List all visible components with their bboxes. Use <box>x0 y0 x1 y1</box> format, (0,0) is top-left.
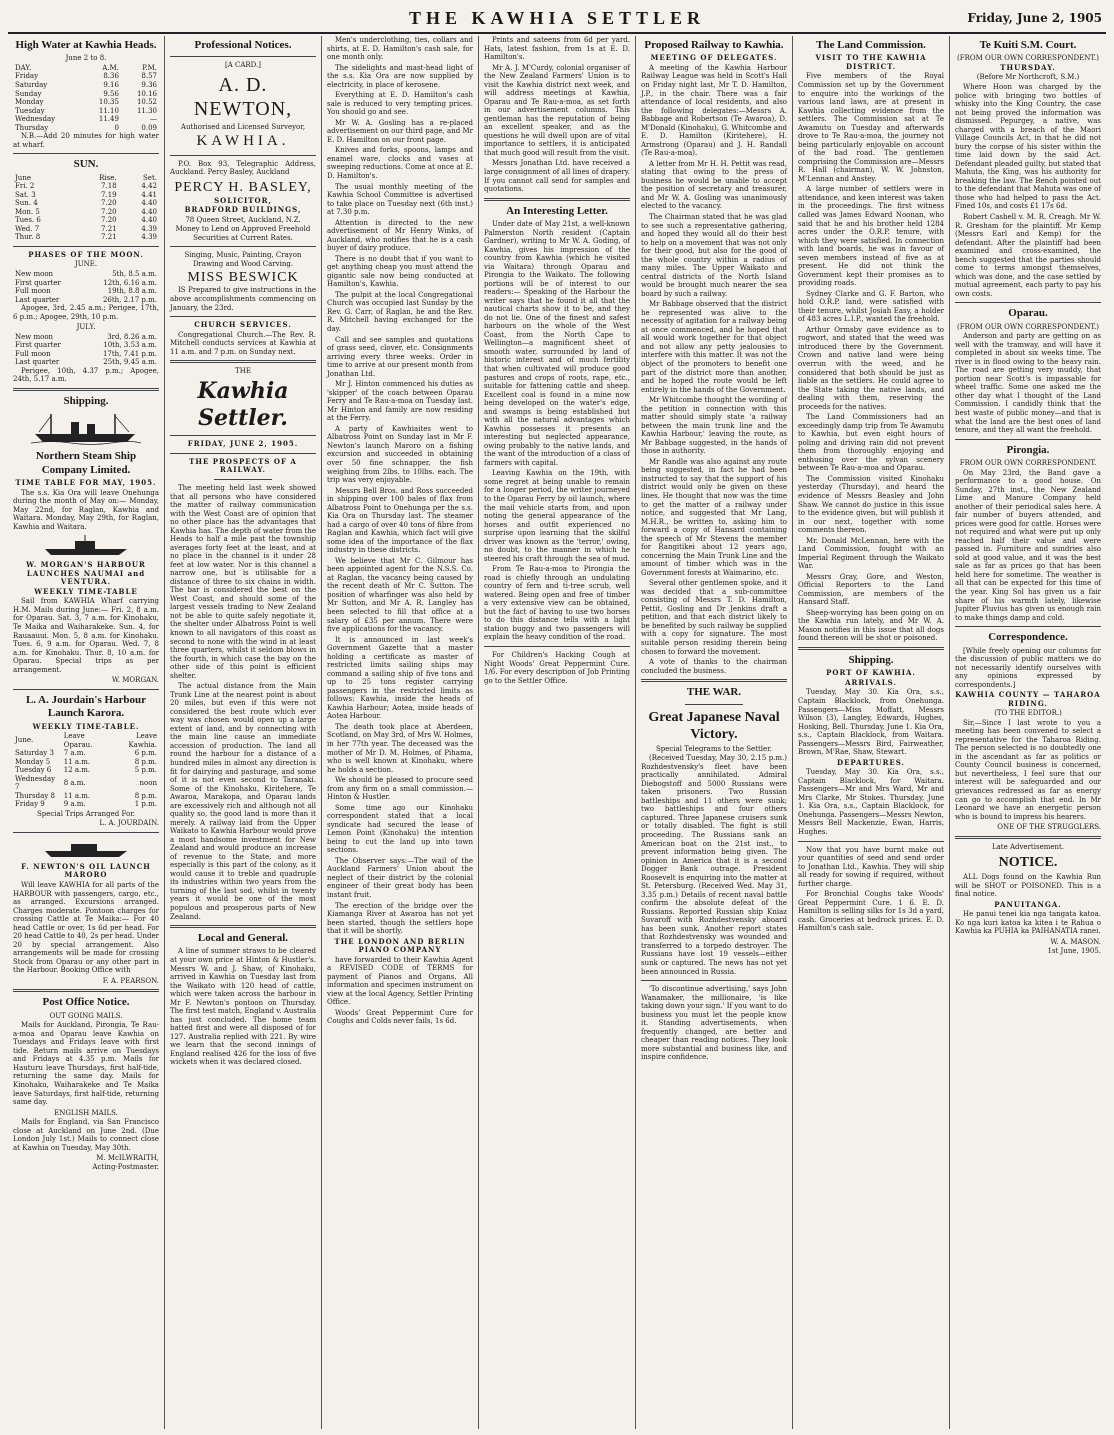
news-item: Prints and sateens from 6d per yard. Hats, latest fashion, from 1s at E. D. Hamilton's. <box>484 36 630 62</box>
tide-row <box>13 124 159 133</box>
moon-row <box>13 287 159 296</box>
news-item: Mr J. Hinton commenced his duties as 'skipper' of the coach between Oparau Ferry and Te Rau-a-moa on Tuesday last. Mr Hinton and family are now residing at the Ferry. <box>327 380 473 423</box>
court-title: Te Kuiti S.M. Court. <box>979 39 1077 51</box>
tide-cell: 0 <box>114 123 119 132</box>
railway-subtitle: MEETING OF DELEGATES. <box>650 53 778 63</box>
tide-title: High Water at Kawhia Heads. <box>15 39 157 51</box>
jourdain-cell: Friday 9 <box>15 800 45 809</box>
surveyor-name: A. D. NEWTON, <box>193 73 293 121</box>
moon-row <box>13 296 159 305</box>
land-paragraph: Five members of the Royal Commission set up by the Government to enquire into the workings of the various land laws, are at present in Kawhia collecting evidence from the settlers. The Commission sat at Te Awamutu on Tuesday and afterwards drove to Te Rau-a-moa, the journey not being particularly enjoyable on account of the bad road. The gentlemen comprising the Commission are—Messrs R. Hall (chairman), W. W. Johnston, M'Lennan and Anstey. <box>798 72 944 183</box>
moon-cell: New moon <box>15 332 54 341</box>
moon-june-table <box>13 270 159 304</box>
jourdain-cell: 7 a.m. <box>63 749 86 758</box>
pirongia-correspondent: FROM OUR OWN CORRESPONDENT. <box>959 459 1097 467</box>
news-item: The Observer says:—The wail of the Auckland Farmers' Union about the neglect of their district by the colonial engineer of their great body has been instant fruit. <box>327 856 473 899</box>
tide-header-row <box>13 64 159 73</box>
news-item: Attention is directed to the new advertisement of Mr Henry Winks, of Auckland, who notifies that he is a cash buyer of dairy produce. <box>327 218 473 253</box>
jourdain-subtitle: WEEKLY TIME-TABLE. <box>32 721 140 731</box>
solicitor-pre: P.O. Box 93, Telegraphic Address, Auckland. Percy Basley, Auckland <box>170 159 316 177</box>
tide-cell: Sunday <box>15 89 42 98</box>
railway-paragraph: Mr Babbage observed that the district he represented was alive to the necessity of agitation for a railway being at once commenced, and he hoped that all would work together for that object and not allow any petty jealousies to interfere with this matter. It was not the object of the promoters to benefit one part of the district more than another, and he hoped the route would be left entirely in the hands of the Government. <box>641 300 787 394</box>
sun-cell: 7.20 <box>101 216 117 225</box>
column-2 <box>165 36 322 1429</box>
jourdain-cell: Tuesday 6 <box>15 766 52 775</box>
tide-cell: 11.30 <box>136 106 157 115</box>
moon-cell: 12th, 6.16 a.m. <box>103 278 157 287</box>
railway-paragraph: Mr Whitcombe thought the wording of the petition in connection with this matter should simply state 'a railway between the main trunk line and the Kawhia Harbour,' leaving the route, as Mr Babbage suggested, in the hands of those in authority. <box>641 396 787 456</box>
moon-row <box>13 350 159 359</box>
jourdain-title: L. A. Jourdain's Harbour Launch Karora. <box>25 693 147 720</box>
issue-date: Friday, June 2, 1905 <box>967 11 1102 25</box>
newton-launch-signature: F. A. PEARSON. <box>102 976 159 985</box>
moon-cell: 25th, 9.45 a.m. <box>103 358 157 367</box>
local-general-body: A line of summer straws to be cleared at your own price at Hinton & Hustler's. Messrs W. and J. Shaw, of Kinohaku, arrived in Kawhia on Tuesday last from the Waikato with 120 head of cattle, which were taken across the harbour in Mr F. Newton's pontoon on Thursday. The first test match, England v. Australia has just concluded. The home team batted first and were all disposed of for 127. Australia replied with 221. By wire we learn that the second innings of England realised 426 for the loss of five wickets when it was declared closed. <box>170 947 316 1067</box>
beswick-body: IS Prepared to give instructions in the above accomplishments commencing on January, the 23rd. <box>170 286 316 312</box>
news-item: Mr A. J. M'Curdy, colonial organiser of the New Zealand Farmers' Union is to visit the Kawhia district next week, and will address meetings at Kawhia, Oparau and Te Rau-a-moa, as set forth in our advertisement columns. This gentleman has the reputation of being an excellent speaker, and as the questions he will dwell upon are of vital importance to settlers, it is anticipated that much good will result from the visit. <box>484 63 630 157</box>
jourdain-row <box>13 792 159 801</box>
nss-subtitle: TIME TABLE FOR MAY, 1905. <box>15 478 157 488</box>
seed-ad: Now that you have burnt make out your quantities of seed and send order to Jonathan Ltd., Kawhia. They will ship all ready for sowing if required, without further charge. <box>798 845 944 888</box>
notice-title: NOTICE. <box>998 855 1058 871</box>
news-item: The erection of the bridge over the Kiamanga River at Awaroa has not yet been started, though the settlers hope that it will be shortly. <box>327 901 473 936</box>
moon-july-table <box>13 333 159 367</box>
tide-note: N.B.—Add 20 minutes for high water at wharf. <box>13 132 159 149</box>
moon-row <box>13 279 159 288</box>
land-commission-subtitle: VISIT TO THE KAWHIA DISTRICT. <box>815 53 927 71</box>
moon-cell: Last quarter <box>15 358 60 367</box>
moon-cell: 5th, 8.5 a.m. <box>112 269 157 278</box>
tide-header: P.M. <box>142 63 157 72</box>
tide-cell: — <box>150 115 157 124</box>
jourdain-note: Special Trips Arranged For. <box>36 809 136 818</box>
post-office-title: Post Office Notice. <box>42 996 130 1009</box>
morgan-body: Sail from KAWHIA Wharf carrying H.M. Mails during June:— Fri. 2, 8 a.m. for Oparau. Sat. 3, 7 a.m. for Kinohaku, Te Maika and Waiharakeke. Sun. 4, for Rauaauui. Mon. 5, 8 a.m. for Kinohaku. Tues. 6, 9 a.m. for Oparau. Wed. 7, 8 a.m. for Kinohaku. Thur. 8, 10 a.m. for Oparau. Special trips as per arrangement. <box>13 597 159 674</box>
jourdain-cell: 8 p.m. <box>134 791 157 800</box>
paper-nameplate: Kawhia Settler. <box>197 377 289 431</box>
correspondence-note: [While freely opening our columns for the discussion of public matters we do not necessarily identify ourselves with any opinions expressed by correspondents.] <box>955 646 1101 689</box>
war-body: (Received Tuesday, May 30, 2.15 p.m.) Rozhdestvensky's fleet have been practically annihilated. Admiral Diebogstoff and 5000 Russians were taken prisoners. Two Russian battleships and 11 others were sunk; two battleships and four others captured. Three Japanese cruisers sunk or totally disabled. The fight is still proceeding. The Russians sank an American boat on the 21st inst., to prevent information being given. The opinion in America that it is a second Dogger Bank outrage. President Roosevelt is enquiring into the matter at St. Petersburg. (Received Wed. May 31, 3.35 p.m.) Details of recent naval battle confirm the absolute defeat of the Russians. Reported Russian ship Kniaz Suvaroff with Rozhdestvensky aboard has been sunk. Another report states that Rozhdestvensky was wounded and transferred to a torpedo destroyer. The Russians have lost 19 vessels—either sunk or captured. The news has not yet been announced in Russia. <box>641 754 787 976</box>
postmaster-title: Acting-Postmaster. <box>92 1162 159 1171</box>
moon-cell: 26th, 2.17 p.m. <box>102 295 157 304</box>
newton-launch-body: Will leave KAWHIA for all parts of the HARBOUR with passengers, cargo, etc., as arranged. Excursions arranged. Charges moderate. Pontoon charges for crossing Cattle at Te Maika:— For 40 head Cattle or over, 1s 6d per head. For 20 head Cattle to 40, 2s per head. Under 20 by special arrangement. Also arrangements will be made for crossing Stock from Oparau or any other part in the Harbour. Booking Office with <box>13 880 159 975</box>
court-day: THURSDAY. <box>1000 62 1056 72</box>
sun-table <box>13 174 159 242</box>
moon-june-note: Apogee, 3rd, 2.45 a.m.; Perigee, 17th, 6 p.m.; Apogee, 29th, 10 p.m. <box>13 304 159 321</box>
column-6 <box>793 36 950 1429</box>
tide-row <box>13 81 159 90</box>
beswick-name: MISS BESWICK <box>187 270 299 286</box>
land-paragraph: Mr. Donald McLennan, here with the Land Commission, fought with an Imperial Regiment through the Waikato War. <box>798 536 944 571</box>
jourdain-cell: Monday 5 <box>15 757 51 766</box>
postmaster-name: M. McILWRAITH, <box>96 1154 159 1163</box>
jourdain-cell: 9 a.m. <box>63 800 86 809</box>
sun-cell: Tues. 6 <box>15 216 41 225</box>
tide-row <box>13 72 159 81</box>
land-paragraph: Messrs Gray, Gore, and Weston, Official Reporters to the Land Commission, are members of the Hansard Staff. <box>798 572 944 607</box>
sun-cell: 4.40 <box>141 207 157 216</box>
sun-cell: 7.19 <box>101 190 117 199</box>
sun-cell: 4.40 <box>141 216 157 225</box>
moon-cell: Full moon <box>15 349 51 358</box>
sun-cell: Mon. 5 <box>15 207 40 216</box>
church-body: Congregational Church.—The Rev. R. Mitchell conducts services at Kawhia at 11 a.m. and 7 p.m. on Sunday next. <box>170 330 316 356</box>
moon-july-note: Perigee, 10th, 4.37 p.m.; Apogee, 24th, 5.17 a.m. <box>13 366 159 384</box>
letter-title: An Interesting Letter. <box>506 204 608 217</box>
tide-header: A.M. <box>102 63 119 72</box>
letter-paragraph: From Te Rau-a-moa to Pirongia the road is chiefly through an undulating country of fern and ti-tree scrub, well watered. Being open and free of timber a very extensive view can be obtained, but the fact of having to use two horses to do this distance tells with a light station buggy and two passengers will explain the heavy condition of the road. <box>484 565 630 642</box>
court-paragraph: Robert Cashell v. M. R. Creagh. Mr W. R. Gresham for the plaintiff. Mr Kemp (Messrs Earl and Kemp) for the defendant. After the plaintiff had been examined and cross-examined, the bench suggested that the parties should come to terms amongst themselves, which was done, and the case settled by mutual agreement, each party to pay his own costs. <box>955 212 1101 298</box>
sun-header: Rise. <box>99 173 117 182</box>
notice-date: 1st June, 1905. <box>1047 946 1101 955</box>
editorial-title: THE PROSPECTS OF A RAILWAY. <box>189 456 297 475</box>
tide-cell: 9.16 <box>103 81 119 89</box>
tide-cell: 11.49 <box>98 115 119 124</box>
tide-table <box>13 64 159 132</box>
moon-row <box>13 270 159 279</box>
steamship-icon <box>31 412 141 446</box>
moon-cell: 3rd, 8.26 a.m. <box>107 332 157 341</box>
moon-cell: 19th, 8.8 a.m. <box>107 287 157 296</box>
piano-company-body: have forwarded to their Kawhia Agent a REVISED CODE of TERMS for payment of Pianos and Organs. All information and specimen instrument on view at the local Agency, Settler Printing Office. <box>327 955 473 1007</box>
court-paragraph: Where Hoon was charged by the police with bringing two bottles of whisky into the King Country, the case not being proved the information was dismissed. Pepurgey, a native, was charged with a breach of the Maori Village Councils Act, in that he did not bury the corpse of his sister within the time laid down by the said Act. Defendant pleaded guilty, but stated that Mahuta, the King, was his authority for breaking the law. The Bench pointed out to the defendant that Mahuta was one of those who had helped to pass the Act. Fined 10s, and costs £1 17s 6d. <box>955 83 1101 211</box>
railway-paragraph: A meeting of the Kawhia Harbour Railway League was held in Scott's Hall on Friday night last, Mr T. D. Hamilton, J.P., in the chair. There was a fair attendance of local residents, and also the following delegates:—Messrs A. Babbage and Robertson (Te Awaroa), D. M'Donald (Kinohaku), G. Whitcombe and E. D. Hamilton (Kiritehere), H. Armstrong (Oparau) and J. H. Randall (Te Rau-a-moa). <box>641 63 787 158</box>
jourdain-cell: noon <box>139 778 157 787</box>
sun-cell: Sat. 3 <box>15 190 36 199</box>
correspondence-title: Correspondence. <box>988 631 1068 644</box>
jourdain-cell: Wednesday 7 <box>15 774 56 792</box>
jourdain-header: Leave Oparau. <box>63 732 93 749</box>
sun-cell: 4.39 <box>141 233 157 242</box>
tide-cell: 8.57 <box>141 72 157 81</box>
morgan-title: W. MORGAN'S HARBOUR LAUNCHES NAUMAI and VENTURA. <box>26 560 146 587</box>
departures-label: DEPARTURES. <box>837 757 905 767</box>
misc-ads: For Bronchial Coughs take Woods' Great Peppermint Cure. 1 6. E. D. Hamilton is selling silks for 1s 3d a yard, cash. Groceries at bedrock prices. E. D. Hamilton's cash sale. <box>798 890 944 933</box>
sun-header: Set. <box>143 173 157 182</box>
news-item: The death took place at Aberdeen, Scotland, on May 3rd, of Mrs W. Holmes, in her 77th year. The deceased was the mother of Mr D. M. Holmes, of Pihama, who is well known at Kinohaku, where he holds a section. <box>327 722 473 774</box>
tide-row <box>13 90 159 99</box>
news-item: The sidelights and mast-head light of the s.s. Kia Ora are now supplied by electricity, in place of kerosene. <box>327 63 473 89</box>
riding-title: KAWHIA COUNTY — TAHAROA RIDING. <box>955 690 1101 708</box>
moon-cell: 10th, 3.53 a.m. <box>103 341 157 350</box>
pirongia-title: Pirongia. <box>1006 443 1050 456</box>
land-commission-title: The Land Commission. <box>816 39 926 51</box>
tide-cell: 10.52 <box>136 98 157 107</box>
solicitor-line2: BRADFORD BUILDINGS, <box>184 205 302 215</box>
notice-signature: W. A. MASON. <box>1050 937 1101 946</box>
news-item: The pulpit at the local Congregational Church was occupied last Sunday by the Rev. G. Carr, of Raglan, he and the Rev. R. Mitchell having exchanged for the day. <box>327 290 473 333</box>
peppermint-cure-ad: Woods' Great Peppermint Cure for Coughs and Colds never fails, 1s 6d. <box>327 1008 473 1026</box>
professional-notices-title: Professional Notices. <box>194 39 292 51</box>
news-item: We believe that Mr C. Gilmour has been appointed agent for the N.S.S. Co. at Raglan, the vacancy being caused by the recent death of Mr C. Sutton. The position of wharfinger was also held by Mr Sutton, and Mr A. R. Langley has been selected to fill that office at a salary of £35 per annum. There were five applications for the vacancy. <box>327 556 473 634</box>
column-1 <box>8 36 165 1429</box>
sun-cell: Wed. 7 <box>15 224 40 233</box>
news-item: Everything at E. D. Hamilton's cash sale is reduced to very tempting prices. You should go and see. <box>327 91 473 117</box>
sun-cell: Thur. 8 <box>15 233 41 242</box>
war-telegram-note: Special Telegrams to the Settler. <box>655 744 772 753</box>
jourdain-cell: 11 a.m. <box>63 757 91 766</box>
news-item: Messrs Jonathan Ltd. have received a large consignment of all lines of drapery. If you cannot call send for samples and quotations. <box>484 159 630 194</box>
english-mails-body: Mails for England, via San Francisco close at Auckland on June 2nd. (Due London July 1st.) Mails to connect close at Kawhia on Tuesday, May 30th. <box>13 1118 159 1152</box>
tide-cell: 8.36 <box>103 72 119 81</box>
tide-cell: 11.10 <box>98 106 119 115</box>
jourdain-row <box>13 758 159 767</box>
oparau-title: Oparau. <box>1008 307 1048 320</box>
tide-cell: 10.16 <box>136 89 157 98</box>
tide-subtitle: June 2 to 8. <box>65 54 107 63</box>
sun-cell: 4.41 <box>141 190 157 199</box>
sun-row <box>13 233 159 242</box>
sun-cell: 7.20 <box>101 199 117 208</box>
tide-cell: Friday <box>15 72 39 81</box>
shipping-news-title: Shipping. <box>848 654 894 666</box>
jourdain-cell: 8 a.m. <box>63 778 86 787</box>
war-title: THE WAR. <box>686 686 742 699</box>
land-paragraph: The Land Commissioners had an exceedingly damp trip from Te Awamutu to Kawhia, but even eight hours of poling and driving rain did not prevent them from thoroughly enjoying and enthusing over the sylvan scenery between Te Rau-a-moa and Oparau. <box>798 413 944 473</box>
shipping-heading: Shipping. <box>63 394 109 407</box>
departures-body: Tuesday, May 30. Kia Ora, s.s., Captain Blacklock, for Waitara. Passengers—Mr and Mrs Ward, Mr and Mrs Clarke, Mr Stokes. Thursday, June 1. Kia Ora, s.s., Captain Blacklock, for Onehunga. Passengers—Messrs Newton, Messrs Bell Mackenzie, Ewan, Harris, Hughes. <box>798 768 944 836</box>
solicitor-line4: Money to Lend on Approved Freehold Securities at Current Rates. <box>175 225 311 242</box>
war-subtitle: Great Japanese Naval Victory. <box>648 709 780 742</box>
card-label: [A CARD.] <box>224 61 261 70</box>
tide-cell: 0.09 <box>141 123 157 132</box>
tide-cell: 9.56 <box>103 89 119 98</box>
sun-header: June <box>15 173 31 182</box>
newton-launch-title: F. NEWTON'S OIL LAUNCH MARORO <box>21 861 151 880</box>
tide-row <box>13 115 159 124</box>
pirongia-body: On May 23rd, the Band gave a performance to a good house. On Sunday, 27th inst., the New Zealand Lime and Manure Company held another of their periodical sales here. A fair number of buyers attended, and prices were good for cattle. Horses were not required and what were put up only reached half their value and were passed in. Furniture and sundries also sold at good value, and it was the best sale as far as prices go that has been held here for sometime. The weather is all that can be expected for this time of the year. King Sol has given us a fair share of his warmth lately, likewise Jupiter Pluvius has given us enough rain to make things damp and cold. <box>955 468 1101 622</box>
church-title: CHURCH SERVICES. <box>194 320 292 330</box>
riding-signature: ONE OF THE STRUGGLERS. <box>997 823 1101 832</box>
railway-title: Proposed Railway to Kawhia. <box>644 39 784 51</box>
notice-body: ALL Dogs found on the Kawhia Run will be SHOT or POISONED. This is a final notice. <box>955 873 1101 899</box>
tide-cell: Saturday <box>15 81 48 89</box>
jourdain-row <box>13 766 159 775</box>
railway-paragraph: Several other gentlemen spoke, and it was decided that a sub-committee consisting of Messrs T. D. Hamilton, Pettit, Gosling and Dr Jenkins draft a petition, and that each district likely to be benefited by such railway be supplied with a copy for signature. The most suitable person residing therein being chosen to forward the movement. <box>641 579 787 656</box>
launch-icon <box>41 535 131 557</box>
oparau-correspondent: (FROM OUR OWN CORRESPONDENT.) <box>957 322 1099 331</box>
column-4 <box>479 36 636 1429</box>
jourdain-table <box>13 732 159 809</box>
news-item: A party of Kawhiaites went to Albatross Point on Sunday last in Mr F. Newton's launch Maroro on a fishing excursion and succeeded in obtaining over 50 fine schnapper, the fish weighing from 2lbs. to 10lbs. each. The trip was very enjoyable. <box>327 424 473 485</box>
news-item: It is announced in last week's Government Gazette that a master holding a certificate as master of restricted limits sailing ships may command a sailing ship of five tons and up to 25 tons register carrying passengers in the restricted limits as follows: Kawhia, inside the heads of Kawhia Harbour; Aotea, inside heads of Aotea Harbour. <box>327 635 473 721</box>
solicitor-line3: 78 Queen Street, Auckland, N.Z. <box>185 215 301 224</box>
local-general-title: Local and General. <box>197 932 289 945</box>
court-before: (Before Mr Northcroft, S.M.) <box>976 73 1080 82</box>
jourdain-cell: Saturday 3 <box>15 749 54 758</box>
surveyor-line: Authorised and Licensed Surveyor, <box>180 122 306 131</box>
sun-row <box>13 191 159 200</box>
tide-cell: Tuesday <box>15 106 45 115</box>
oparau-body: Anderson and party are getting on as well with the tramway, and will have it completed in about six weeks time. The river is in flood owing to the heavy rain. The road are getting very muddy, that portion near Scott's is impassable for wheel traffic. Some one asked me the other day what I thought of the Land Commission. I candidly think that the best waste of public money—and that is what the land are the best ones of land tenure, and they all want the freehold. <box>955 332 1101 435</box>
nss-body: The s.s. Kia Ora will leave Onehunga during the month of May on:— Monday, May 22nd, for Raglan, Kawhia and Waitara. Monday, May 29th, for Raglan, Kawhia and Waitara. <box>13 488 159 531</box>
jourdain-header-row <box>13 732 159 749</box>
railway-paragraph: The Chairman stated that he was glad to see such a representative gathering, and hoped they would all do their best to help on a movement that was not only for their good, but also for the good of the whole country within a radius of many miles. The Upper Waikato and central districts of the North Island would be brought much nearer the sea board by such a railway. <box>641 212 787 298</box>
sun-row <box>13 225 159 234</box>
sun-cell: Fri. 2 <box>15 182 35 191</box>
sun-cell: 7.20 <box>101 207 117 216</box>
morgan-signature: W. MORGAN. <box>111 676 159 685</box>
sun-title: SUN. <box>73 158 99 171</box>
letter-paragraph: Under date of May 21st, a well-known Palmerston North resident (Captain Gardner), writing to Mr W. A. Goding, of Kawhia, gives his impression of the country from Kawhia (which he visited via Waitara) through Oparau and Pirongia to the Waikato. The following portions will be of interest to our readers:— Speaking of the Harbour the writer says that he found it all that the nautical charts show it to be, and they do not lie. One of the finest and safest harbours on the whole of the West Coast, from the North Cape to Wellington—a magnificent sheet of smooth water, surrounded by land of historic interest and of much fertility that when cultivated will produce good pastures and crops of roots, rape, etc., suitable for fattening cattle and sheep. Excellent coal is found in a mine now being developed on the water's edge, and swamps is being established but with all the natural advantages which Kawhia possesses it presents an interesting but neglected appearance, owing probably to the native lands, and the want of the introduction of a class of farmers with capital. <box>484 219 630 467</box>
tide-cell: Wednesday <box>15 115 56 124</box>
news-item: Knives and forks, spoons, lamps and enamel ware, clocks and vases at sweeping reductions. Come at once at E. D. Hamilton's. <box>327 146 473 180</box>
land-paragraph: Sheep-worrying has been going on on the Kawhia run lately, and Mr W. A. Mason notifies in this issue that all dogs found thereon will be shot or poisoned. <box>798 608 944 643</box>
tide-cell: Thursday <box>15 123 49 132</box>
railway-paragraph: A letter from Mr H. H. Pettit was read, stating that owing to the press of business he would be unable to accept the position of secretary and treasurer, and Mr W. A. Gosling was unanimously elected to the vacancy. <box>641 159 787 211</box>
moon-cell: First quarter <box>15 341 61 350</box>
port-label: PORT OF KAWHIA. <box>826 668 916 678</box>
tide-row <box>13 98 159 107</box>
letter-paragraph: Leaving Kawhia on the 19th, with some regret at being unable to remain for a longer period, the writer journeyed to the Oparau Ferry by oil launch, where the mail vehicle starts from, and upon noting the general appearance of the horses and outfit experienced no surprise upon learning that the skilful driver was known as the 'terror,' owing, no doubt, to the manner in which he steered his craft through the sea of mud. <box>484 469 630 563</box>
advertising-quote: 'To discontinue advertising,' says John Wanamaker, the millionaire, 'is like taking down your sign.' If you want to do business you must let the people know it. Standing advertisements, when frequently changed, are better and cheaper than reading notices. They look more substantial and business like, and inspire confidence. <box>641 985 787 1062</box>
land-paragraph: Sydney Clarke and G. F. Barton, who hold O.R.P. land, were satisfied with their tenure, whilst Josiah Easy, a holder of 483 acres L.I.P., wanted the freehold. <box>798 289 944 324</box>
sun-cell: 7.21 <box>101 233 117 242</box>
column-7 <box>950 36 1106 1429</box>
railway-paragraph: A vote of thanks to the chairman concluded the business. <box>641 658 787 675</box>
jourdain-cell: 1 p.m. <box>134 800 157 809</box>
job-printing-ad: For Children's Hacking Cough at Night Woods' Great Peppermint Cure. 1/6. For every description of Job Printing go to the Settler Office. <box>484 651 630 685</box>
moon-cell: New moon <box>15 269 54 278</box>
jourdain-cell: 6 p.m. <box>134 749 157 758</box>
news-item: Men's underclothing, ties, collars and shirts, at E. D. Hamilton's cash sale, for one month only. <box>327 36 473 62</box>
column-5 <box>636 36 793 1429</box>
land-paragraph: The Commission visited Kinohaku yesterday (Thursday), and heard the evidence of Messrs Beasley and John Shaw. We cannot do justice in this issue to the evidence given, but will publish it in our next, together with some comments thereon. <box>798 474 944 535</box>
news-item: Messrs Bell Bros. and Ross succeeded in shipping over 100 bales of flax from Albatross Point to Onehunga per the s.s. Kia Ora on Thursday last. The steamer had a cargo of over 40 tons of fibre from Raglan and Kawhia, which fact will give some idea of the importance of the flax industry in these districts. <box>327 486 473 555</box>
tide-header: DAY. <box>15 63 32 72</box>
moon-july-label: JULY. <box>76 323 96 332</box>
jourdain-header: Leave Kawhia. <box>128 732 157 749</box>
notice-maori-body: He panui tenei kia nga tangata katoa. Ko nga kuri katoa ka kitea i te Rahua o Kawhia ka PUHIA ka PAIHANATIA ranei. <box>955 910 1101 936</box>
news-item: There is no doubt that if you want to get anything cheap you must attend the gigantic sale now being conducted at Hamilton's, Kawhia. <box>327 254 473 289</box>
editorial-paragraph: The actual distance from the Main Trunk Line at the nearest point is about 20 miles, but even if this were not considered the best route which ever way was chosen would open up a large extent of land, and by connecting with the main line cause an immediate accession of production. The land all round the harbour for a distance of a hundred miles in almost any direction is fit for dairying and pasturage, and some of it is not even second to Taranaki. Some of the Kinohaku, Kiritehere, Te Awaroa, Marakopa, and Oparau lands are excessively rich and although not all quality so, the good land is more than it merely. A railway laid from the Upper Waikato to Kawhia Harbour would prove a most handsome investment for New Zealand and would produce an increase of revenue to the State, and more especially is this part of the colony, as it would cause it to treble and quadruple its industries within two years from the turning of the last sod, whilst in twenty years it would be one of the most populous and prosperous parts of New Zealand. <box>170 682 316 921</box>
jourdain-row <box>13 775 159 792</box>
beswick-pre: Singing, Music, Painting, Crayon Drawing and Wood Carving. <box>184 251 302 268</box>
tide-cell: 10.35 <box>98 98 119 107</box>
jourdain-cell: 5 p.m. <box>134 766 157 775</box>
moon-row <box>13 333 159 342</box>
oil-launch-icon <box>41 837 131 859</box>
moon-cell: First quarter <box>15 278 61 287</box>
moon-cell: 17th, 7.41 p.m. <box>102 349 157 358</box>
sun-row <box>13 182 159 191</box>
sun-cell: Sun. 4 <box>15 199 38 208</box>
sun-row <box>13 216 159 225</box>
jourdain-cell: 11 a.m. <box>63 791 91 800</box>
sun-header-row <box>13 174 159 183</box>
sun-cell: 7.21 <box>101 224 117 233</box>
paper-the: THE <box>235 367 251 376</box>
moon-row <box>13 341 159 350</box>
news-item: Mr W. A. Gosling has a re-placed advertisement on our third page, and Mr E. D. Hamilton on our front page. <box>327 118 473 144</box>
late-ad-title: Late Advertisement. <box>991 842 1065 851</box>
solicitor-line1: SOLICITOR, <box>214 195 272 205</box>
post-office-subtitle: OUT GOING MAILS. <box>49 1011 123 1020</box>
sun-cell: 4.39 <box>141 224 157 233</box>
paper-date: FRIDAY, JUNE 2, 1905. <box>187 439 299 449</box>
moon-row <box>13 358 159 367</box>
land-paragraph: Arthur Ormsby gave evidence as to rogwort, and stated that the weed was introduced there by the Government. Crown and native land were being overrun with the weed, and he considered that both should be just as liable as the settlers. He could agree to the State taking the native lands, and dealing with them, reserving the proceeds for the natives. <box>798 325 944 411</box>
notice-maori-heading: PANUITANGA. <box>994 899 1062 909</box>
tide-row <box>13 107 159 116</box>
moon-cell: Full moon <box>15 287 51 296</box>
sun-row <box>13 199 159 208</box>
jourdain-row <box>13 800 159 809</box>
column-3 <box>322 36 479 1429</box>
piano-company-title: THE LONDON AND BERLIN PIANO COMPANY <box>334 936 466 955</box>
jourdain-signature: L. A. JOURDAIN. <box>99 819 159 828</box>
moon-title: PHASES OF THE MOON. <box>28 249 144 259</box>
jourdain-cell: 8 p.m. <box>134 757 157 766</box>
court-correspondent: (FROM OUR OWN CORRESPONDENT.) <box>957 54 1099 63</box>
arrivals-body: Tuesday, May 30. Kia Ora, s.s., Captain Blacklock, from Onehunga. Passengers—Miss Moffatt, Messrs Wilson (3), Langley, Edwards, Hughes, Hosking, Bell. Thursday, June 1. Kia Ora, s.s., Captain Blacklock, from Waitara. Passengers—Messrs Bird, Fairweather, Brown, M'Rae, Shaw, Stewart. <box>798 688 944 757</box>
railway-paragraph: Mr Randle was also against any route being suggested, in fact he had been instructed to say that the support of his district would only be given on these lines. He thought that now was the time to get the matter of a railway under notice, and suggested that Mr Lang, M.H.R., be written to, asking him to forward a copy of Hansard containing the speech of Mr Stevens the member for Rangitikei about 12 years ago, concerning the Main Trunk Line and the amount of timber which was in the Government forests at Waimarino, etc. <box>641 457 787 577</box>
editorial-paragraph: The meeting held last week showed that all persons who have considered the matter of railway communication with the West Coast are of opinion that no other place has the advantages that Kawhia has. The depth of water from the Heads to half a mile past the township averages forty feet at the least, and at no place in the channel is it under 28 feet at low water. Nor is this channel a narrow one, but is utilisable for a distance of three to six chains in width. The bar is considered the best on the West Coast, and should some of the largest vessels trading to New Zealand not be able to quite safely negotiate it, the shelter under Albatross Point is well known to all navigators of this coast as second to none with the wind in at least three quarters, whilst it seldom blows in the fourth, in which case the bay on the other side of this point is efficient shelter. <box>170 483 316 680</box>
nss-title: Northern Steam Ship Company Limited. <box>35 450 137 476</box>
news-item: Some time ago our Kinohaku correspondent stated that a local syndicate had secured the lease of Lemon Point (Kinohaku) the intention being to cut the land up into town sections. <box>327 803 473 855</box>
arrivals-label: ARRIVALS. <box>845 677 897 687</box>
jourdain-cell: Thursday 8 <box>15 791 55 800</box>
jourdain-header: June. <box>15 736 34 745</box>
sun-cell: 4.42 <box>141 182 157 191</box>
sun-cell: 4.40 <box>141 199 157 208</box>
masthead <box>8 6 1106 34</box>
jourdain-cell: 12 a.m. <box>63 766 91 775</box>
jourdain-row <box>13 749 159 758</box>
riding-subtitle: (TO THE EDITOR.) <box>994 709 1062 718</box>
sun-row <box>13 208 159 217</box>
newspaper-title: THE KAWHIA SETTLER <box>408 8 706 28</box>
news-item: Call and see samples and quotations of grass seed, clover, etc. Consignments arriving every three weeks. Order in time to arrive at our present month from Jonathan Ltd. <box>327 335 473 378</box>
news-item: We should be pleased to procure seed from any firm on a small commission.—Hinton & Hustler. <box>327 776 473 802</box>
morgan-subtitle: WEEKLY TIME-TABLE <box>34 586 138 596</box>
news-item: The usual monthly meeting of the Kawhia School Committee is advertised to take place on Tuesday next (6th inst.) at 7.30 p.m. <box>327 182 473 217</box>
land-paragraph: A large number of settlers were in attendance, and keen interest was taken in the proceedings. The first witness called was James Edward Noonan, who said that he and his brother held 1284 acres under the O.R.P. tenure, with which they were satisfied. In connection with land boards, he was in favour of seven members instead of five as at present. He did not think the Government kept their promises as to providing roads. <box>798 185 944 288</box>
tide-cell: Monday <box>15 98 44 107</box>
moon-june-label: JUNE. <box>74 260 98 269</box>
surveyor-place: KAWHIA. <box>196 133 290 150</box>
moon-cell: Last quarter <box>15 295 60 304</box>
riding-letter: Sir,—Since I last wrote to you a meeting has been convened to select a representative for the Taharoa Riding. The person selected is no doubtedly one in the ascendant as far as politics or County Council business is concerned, but nevertheless, I feel sure that our interest will be safeguarded and our grievances redressed as far as energy can go to accomplish that end. In Mr Leonard we have an energetic person who is bound to impress his hearers. <box>955 718 1101 821</box>
english-mails-subtitle: ENGLISH MAILS. <box>54 1108 118 1117</box>
tide-cell: 9.36 <box>141 81 157 89</box>
solicitor-name: PERCY H. BASLEY, <box>174 179 312 195</box>
sun-cell: 7.18 <box>101 182 117 191</box>
post-office-body: Mails for Auckland, Pirongia, Te Rau-a-moa and Oparau leave Kawhia on Tuesdays and Fridays leave with first tide. Return mails arrive on Tuesdays and Fridays at 4.35 p.m. Mails for Hauturu leave Thursdays, first half-tide, returning the same day. Mails for Kinohaku, Waiharakeke and Te Maika leave Saturdays, first half-tide, returning same day. <box>13 1021 159 1107</box>
